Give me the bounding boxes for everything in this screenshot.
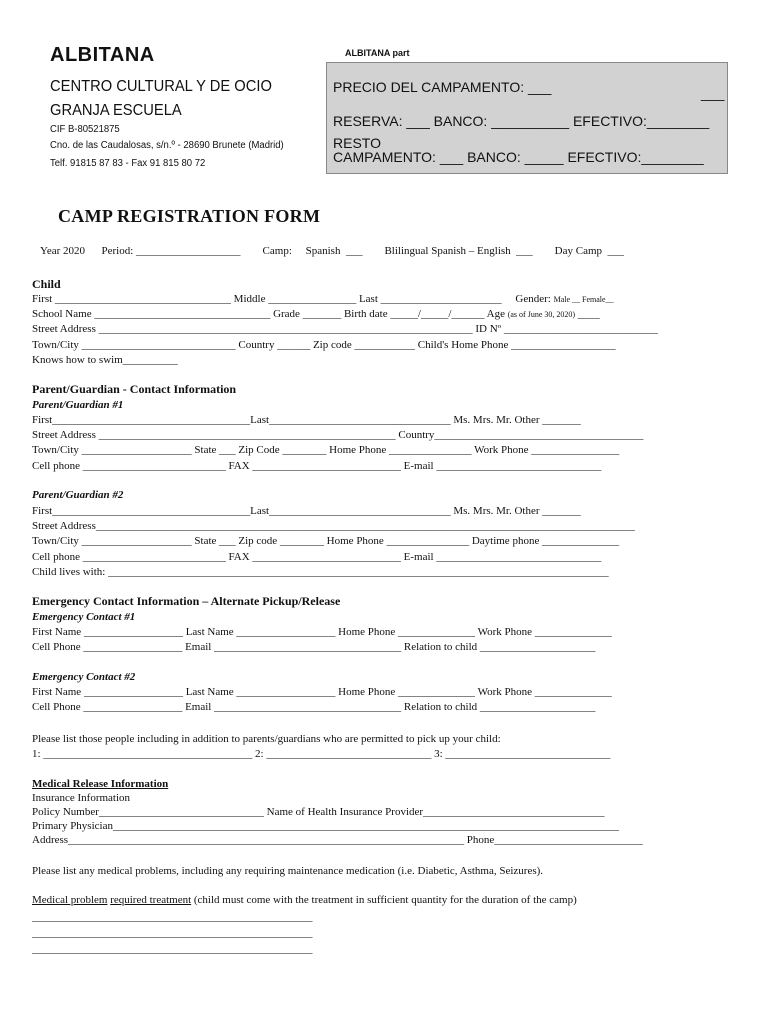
medical-problems-instruction: Please list any medical problems, including any requiring maintenance medication (i.e. Diabetic, Asthma, Seizures). xyxy=(32,865,544,877)
medical-heading: Medical Release Information xyxy=(32,778,169,790)
guardian1-heading: Parent/Guardian #1 xyxy=(32,399,124,411)
form-title: CAMP REGISTRATION FORM xyxy=(58,206,321,226)
medical-blank-line[interactable]: ___________________________________________________ xyxy=(32,927,313,939)
emergency2-name-row[interactable]: First Name __________________ Last Name __________________ Home Phone ______________ Work Phone ______________ xyxy=(32,686,612,698)
guardian2-name-row[interactable]: First____________________________________Last_________________________________ Ms. Mrs. Mr. Other _______ xyxy=(32,505,581,517)
center-subtitle: GRANJA ESCUELA xyxy=(50,102,182,119)
price-line: PRECIO DEL CAMPAMENTO: ___ xyxy=(333,79,552,95)
guardian1-name-row[interactable]: First____________________________________Last_________________________________ Ms. Mrs. Mr. Other _______ xyxy=(32,414,581,426)
brand-name: ALBITANA xyxy=(50,44,155,66)
emergency2-heading: Emergency Contact #2 xyxy=(32,671,136,683)
emergency1-name-row[interactable]: First Name __________________ Last Name __________________ Home Phone ______________ Work Phone ______________ xyxy=(32,626,612,638)
emergency2-contact-row[interactable]: Cell Phone __________________ Email __________________________________ Relation to child _____________________ xyxy=(32,701,596,713)
resto-label: RESTO xyxy=(333,135,381,151)
age-field[interactable]: ____ xyxy=(575,308,600,320)
pickup-names-row[interactable]: 1: ______________________________________ 2: ______________________________ 3: ______________________________ xyxy=(32,748,611,760)
child-school-row[interactable] xyxy=(32,307,600,322)
medical-address-row[interactable]: Address________________________________________________________________________ Phone___________________________ xyxy=(32,834,643,846)
center-address: Cno. de las Caudalosas, s/n.º - 28690 Brunete (Madrid) xyxy=(50,140,284,151)
guardian1-contact-row[interactable]: Cell phone __________________________ FAX ___________________________ E-mail ______________________________ xyxy=(32,460,602,472)
year-period-camp-row[interactable]: Year 2020 Period: ___________________ Camp: Spanish ___ Blilingual Spanish – English ___ Day Camp ___ xyxy=(40,245,625,257)
school-fields[interactable]: School Name ________________________________ Grade _______ Birth date _____/_____/______ Age xyxy=(32,308,508,320)
child-lives-with-row[interactable]: Child lives with: ___________________________________________________________________________________________ xyxy=(32,566,609,578)
emergency-heading: Emergency Contact Information – Alternate Pickup/Release xyxy=(32,594,341,608)
gender-options[interactable]: Male __ Female__ xyxy=(553,295,614,304)
required-treatment-label: required treatment xyxy=(110,894,192,906)
guardian2-town-row[interactable]: Town/City ____________________ State ___ Zip code ________ Home Phone _______________ Daytime phone ______________ xyxy=(32,535,620,547)
medical-problem-label: Medical problem xyxy=(32,894,108,906)
emergency1-contact-row[interactable]: Cell Phone __________________ Email __________________________________ Relation to child _____________________ xyxy=(32,641,596,653)
child-name-row[interactable] xyxy=(32,292,614,307)
center-name: CENTRO CULTURAL Y DE OCIO xyxy=(50,78,272,95)
guardian2-contact-row[interactable]: Cell phone __________________________ FAX ___________________________ E-mail ______________________________ xyxy=(32,551,602,563)
swim-row[interactable]: Knows how to swim__________ xyxy=(32,354,178,366)
insurance-label: Insurance Information xyxy=(32,792,131,804)
policy-row[interactable]: Policy Number______________________________ Name of Health Insurance Provider_________________________________ xyxy=(32,806,605,818)
pickup-instruction: Please list those people including in addition to parents/guardians who are permitted to pick up your child: xyxy=(32,733,501,745)
guardian-heading: Parent/Guardian - Contact Information xyxy=(32,382,237,396)
center-phone: Telf. 91815 87 83 - Fax 91 815 80 72 xyxy=(50,158,206,169)
medical-treatment-row xyxy=(32,893,577,907)
physician-row[interactable]: Primary Physician____________________________________________________________________________________________ xyxy=(32,820,619,832)
emergency1-heading: Emergency Contact #1 xyxy=(32,611,136,623)
treatment-note: (child must come with the treatment in sufficient quantity for the duration of the camp) xyxy=(191,894,577,906)
campamento-line: CAMPAMENTO: ___ BANCO: _____ EFECTIVO:________ xyxy=(333,149,704,165)
medical-blank-line[interactable]: ___________________________________________________ xyxy=(32,943,313,955)
office-use-box xyxy=(326,62,728,174)
child-town-row[interactable]: Town/City ____________________________ Country ______ Zip code ___________ Child's Home Phone ___________________ xyxy=(32,339,616,351)
child-heading: Child xyxy=(32,277,61,291)
guardian1-address-row[interactable]: Street Address ______________________________________________________ Country______________________________________ xyxy=(32,429,644,441)
child-address-row[interactable]: Street Address ____________________________________________________________________ ID Nº ____________________________ xyxy=(32,323,658,335)
cif-number: CIF B-80521875 xyxy=(50,124,120,135)
age-as-of-note: (as of June 30, 2020) xyxy=(507,310,576,319)
guardian1-town-row[interactable]: Town/City ____________________ State ___ Zip Code ________ Home Phone _______________ Work Phone ________________ xyxy=(32,444,620,456)
child-name-fields[interactable]: First ________________________________ Middle ________________ Last ______________________ Gender: xyxy=(32,293,554,305)
price-blank: ___ xyxy=(701,85,725,101)
medical-blank-line[interactable]: ___________________________________________________ xyxy=(32,911,313,923)
part-label: ALBITANA part xyxy=(345,48,410,58)
guardian2-heading: Parent/Guardian #2 xyxy=(32,489,124,501)
reserva-line: RESERVA: ___ BANCO: __________ EFECTIVO:________ xyxy=(333,113,710,129)
guardian2-address-row[interactable]: Street Address__________________________________________________________________________________________________ xyxy=(32,520,635,532)
